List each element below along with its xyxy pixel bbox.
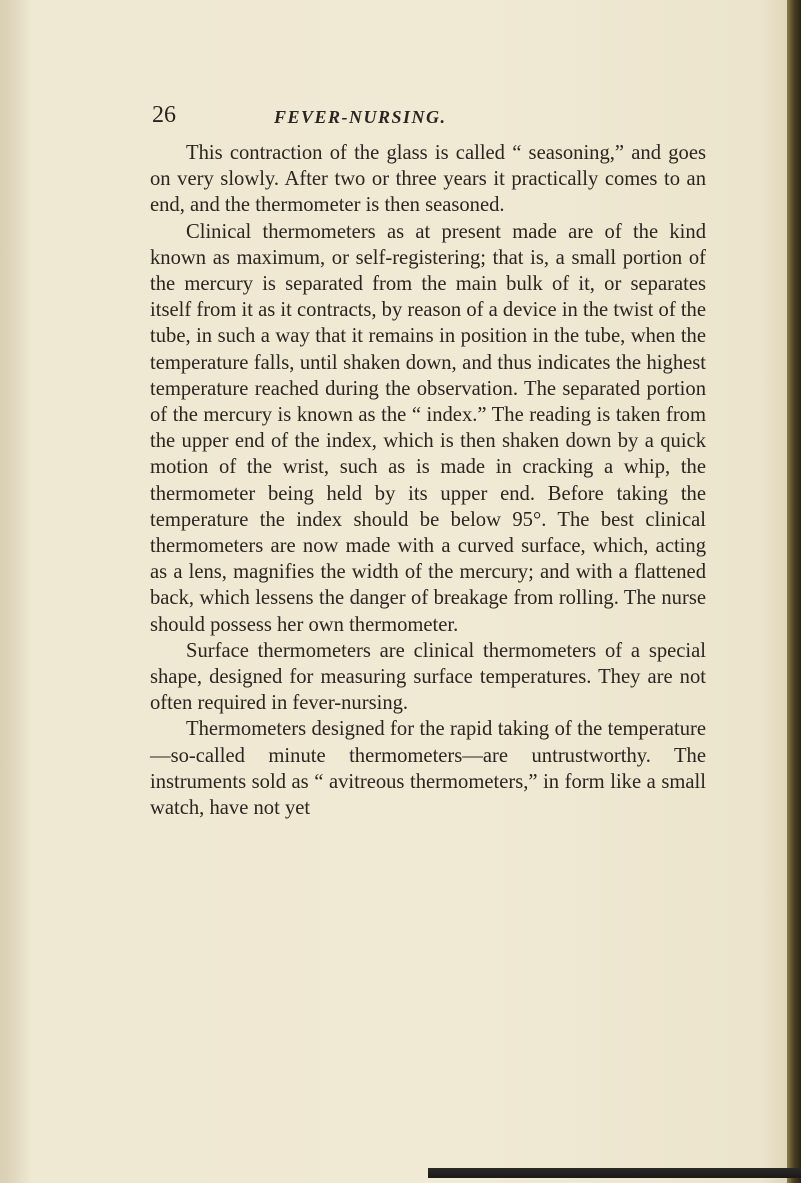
body-text	[150, 140, 706, 821]
paragraph-minute-thermometers: Thermometers designed for the rapid taking of the temperature—so-called minute thermometers—are untrustworthy. The instruments sold as “ avitreous thermometers,” in form like a small watch, have not yet	[150, 718, 706, 820]
page-number: 26	[152, 102, 176, 128]
paragraph-surface-thermometers: Surface thermometers are clinical thermometers of a special shape, designed for measuring surface temperatures. They are not often required in fever-nursing.	[150, 639, 706, 715]
running-head: FEVER-NURSING.	[274, 107, 447, 127]
page-header	[152, 102, 612, 142]
bottom-edge-rule	[428, 1168, 801, 1178]
book-edge	[787, 0, 801, 1183]
paragraph-seasoning: This contraction of the glass is called “ seasoning,” and goes on very slowly. After two or three years it practically comes to an end, and the thermometer is then seasoned.	[150, 142, 706, 217]
page-gutter-shadow	[0, 0, 30, 1183]
paragraph-clinical-thermometers: Clinical thermometers as at present made are of the kind known as maximum, or self-registering; that is, a small portion of the mercury is separated from the main bulk of it, or separates itself from it as it contracts, by reason of a device in the twist of the tube, in such a way that it remains in position in the tube, when the temperature falls, until shaken down, and thus indicates the highest temperature reached during the observation. The separated portion of the mercury is known as the “ index.” The reading is taken from the upper end of the index, which is then shaken down by a quick motion of the wrist, such as is made in cracking a whip, the thermometer being held by its upper end. Before taking the temperature the index should be below 95°. The best clinical thermometers are now made with a curved surface, which, acting as a lens, magnifies the width of the mercury; and with a flattened back, which lessens the danger of breakage from rolling. The nurse should possess her own thermometer.	[150, 220, 706, 636]
